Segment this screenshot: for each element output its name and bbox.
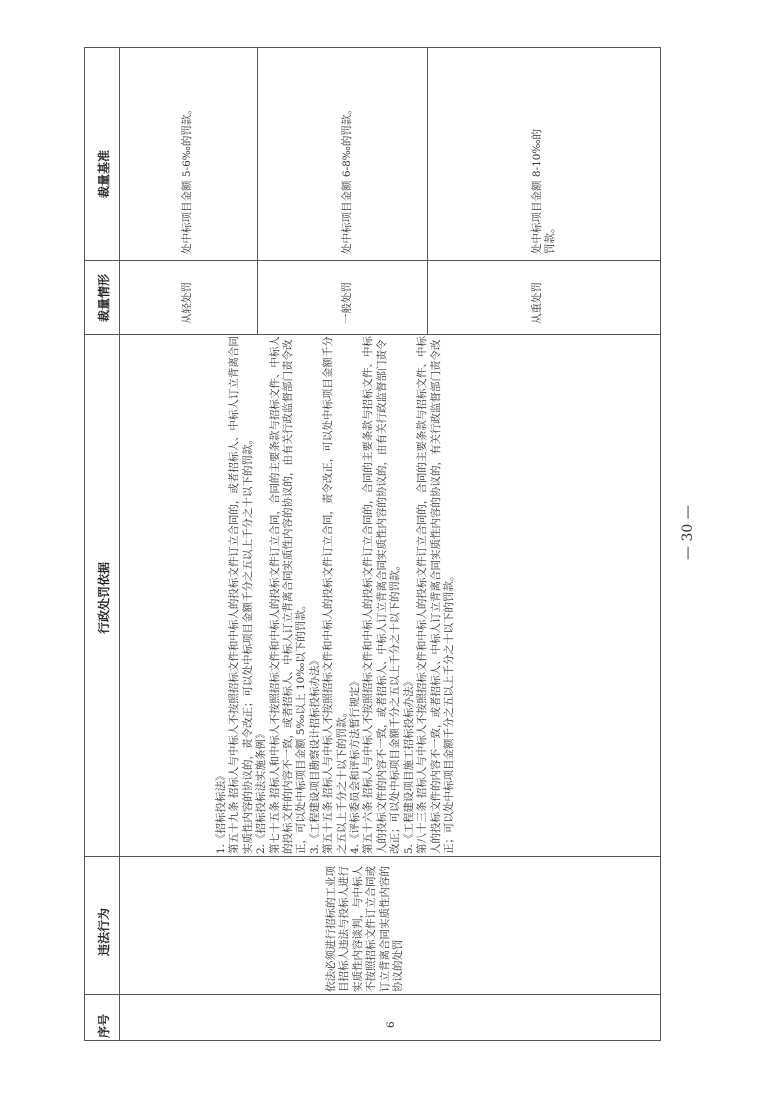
tier-1-situation: 从轻处罚 [181, 282, 193, 324]
header-behavior: 违法行为 [97, 907, 111, 956]
row-number: 6 [385, 1021, 397, 1028]
basis-article-2: 第七十五条 招标人和中标人不按照招标文件和中标人的投标文件订立合同，合同的主要条款与招标文件、中标人的投标文件的内容不一致，或者招标人、中标人订立背离合同实质性内容的协议的，由有关行政监督部门责令改正，可以处中标项目金额 5‰以上 10‰以下的罚款。 [268, 336, 308, 854]
tier-2-standard: 处中标项目金额 6-8‰的罚款。 [341, 104, 353, 254]
page-number: — 30 — [680, 505, 696, 560]
divider-tier-2 [427, 48, 428, 334]
basis-article-4: 第五十六条 招标人与中标人不按照招标文件和中标人的投标文件订立合同的，合同的主要条款与招标文件、中标人的投标文件的内容不一致，或者招标人、中标人订立背离合同实质性内容的协议的，由有关行政监督部门责令改正；可以处中标项目金额千分之五以上千分之十以下的罚款。 [362, 336, 402, 854]
penalty-table [84, 47, 661, 1041]
basis-article-1: 第五十九条 招标人与中标人不按照招标文件和中标人的投标文件订立合同的，或者招标人、中标人订立背离合同实质性内容的协议的，责令改正；可以处中标项目金额千分之五以上千分之十以下的罚款。 [228, 336, 254, 854]
tier-3-situation: 从重处罚 [531, 282, 543, 324]
divider-no-behavior [85, 994, 660, 995]
divider-situation-standard [85, 260, 660, 261]
header-basis: 行政处罚依据 [97, 561, 111, 634]
divider-basis-situation [85, 334, 660, 335]
divider-header [119, 48, 120, 1040]
divider-tier-1 [257, 48, 258, 334]
tier-2-situation: 一般处罚 [341, 282, 353, 324]
header-standard: 裁量基准 [97, 149, 111, 198]
basis-block [215, 336, 456, 854]
basis-article-5: 第八十三条 招标人与中标人不按照招标文件和中标人的投标文件订立合同的，合同的主要条款与招标文件、中标人的投标文件的内容不一致，或者招标人、中标人订立背离合同实质性内容的协议的，有关行政监督部门责令改正；可以处中标项目金额千分之五以上千分之十以下的罚款。 [416, 336, 455, 854]
basis-law-5: 5.《工程建设项目施工招标投标办法》 [402, 675, 415, 854]
tier-1-standard: 处中标项目金额 5-6‰的罚款。 [181, 104, 193, 254]
divider-behavior-basis [85, 856, 660, 857]
behavior-text: 依法必须进行招标的工业项目招标人违法与投标人进行实质性内容谈判，与中标人不按照招标文件订立合同或订立背离合同实质性内容的协议的处罚 [325, 866, 405, 992]
basis-law-3: 3.《工程建设项目勘察设计招标投标办法》 [308, 654, 321, 854]
basis-law-2: 2.《招标投标法实施条例》 [255, 728, 268, 854]
header-situation: 裁量情形 [97, 273, 111, 322]
basis-article-3: 第五十五条 招标人与中标人不按照招标文件和中标人的投标文件订立合同，责令改正，可以处中标项目金额千分之五以上千分之十以下的罚款。 [322, 336, 348, 854]
basis-law-1: 1.《招标投标法》 [215, 770, 227, 854]
header-no: 序号 [97, 1013, 111, 1038]
basis-law-4: 4.《评标委员会和评标方法暂行规定》 [349, 675, 362, 854]
tier-3-standard: 处中标项目金额 8-10‰的罚款。 [531, 128, 557, 254]
